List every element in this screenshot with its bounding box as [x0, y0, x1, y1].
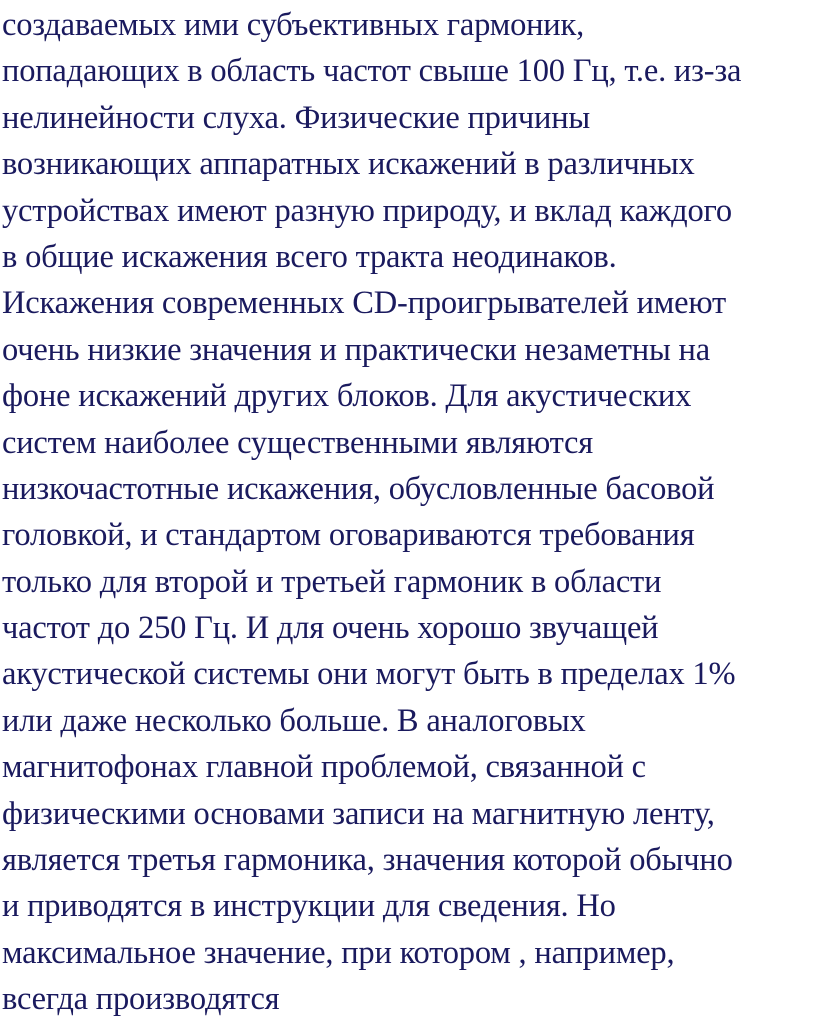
- text-line-17: магнитофонах главной проблемой, связанной с: [2, 749, 646, 786]
- text-line-21: максимальное значение, при котором , например,: [2, 934, 675, 971]
- text-line-18: физическими основами записи на магнитную ленту,: [2, 795, 715, 832]
- text-line-22: всегда производятся: [2, 981, 280, 1018]
- text-line-8: очень низкие значения и практически незаметны на: [2, 331, 710, 368]
- text-line-20: и приводятся в инструкции для сведения. Но: [2, 888, 616, 925]
- text-line-1: создаваемых ими субъективных гармоник,: [2, 7, 585, 43]
- text-line-5: устройствах имеют разную природу, и вклад каждого: [2, 192, 732, 229]
- text-line-16: или даже несколько больше. В аналоговых: [2, 702, 586, 739]
- text-line-9: фоне искажений других блоков. Для акустических: [2, 378, 692, 415]
- text-line-19: является третья гармоника, значения которой обычно: [2, 842, 733, 879]
- text-line-7: Искажения современных CD-проигрывателей имеют: [2, 285, 727, 322]
- text-line-14: частот до 250 Гц. И для очень хорошо звучащей: [2, 610, 659, 647]
- body-text: [2, 0, 816, 1023]
- text-line-4: возникающих аппаратных искажений в различных: [2, 146, 695, 183]
- text-line-3: нелинейности слуха. Физические причины: [2, 99, 591, 136]
- text-line-6: в общие искажения всего тракта неодинаков.: [2, 238, 617, 275]
- text-line-11: низкочастотные искажения, обусловленные басовой: [2, 470, 715, 507]
- text-line-12: головкой, и стандартом оговариваются требования: [2, 517, 695, 554]
- text-line-2: попадающих в область частот свыше 100 Гц, т.е. из-за: [2, 53, 742, 90]
- text-line-15: акустической системы они могут быть в пределах 1%: [2, 656, 736, 693]
- text-line-10: систем наиболее существенными являются: [2, 424, 593, 461]
- text-line-13: только для второй и третьей гармоник в области: [2, 563, 662, 600]
